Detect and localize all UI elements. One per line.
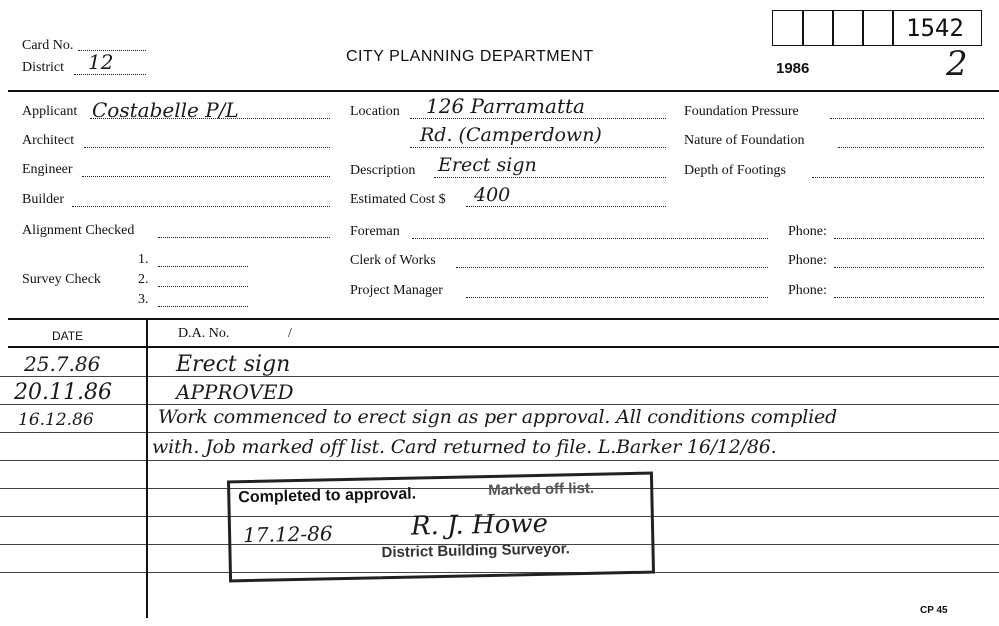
nature-foundation-label: Nature of Foundation [684,133,805,148]
survey-2: 2. [138,272,149,287]
clerk-dots [456,267,768,268]
card-box-3 [832,10,864,46]
location-value-1: 126 Parramatta [426,94,585,118]
foreman-label: Foreman [350,224,400,239]
stamp-line-2: Marked off list. [488,479,595,500]
ruled-line [0,516,146,517]
phone-label-1: Phone: [788,224,827,239]
nf-dots [838,147,984,148]
builder-dots [72,206,330,207]
ruled-line [0,488,146,489]
applicant-label: Applicant [22,104,78,119]
ruled-line [0,460,146,461]
log-header-border [8,346,999,348]
ruled-line [148,432,999,433]
card-box-2 [802,10,834,46]
card-box-4 [862,10,894,46]
stamp-title: District Building Surveyor. [381,540,571,562]
foreman-dots [412,238,768,239]
fp-dots [830,118,984,119]
da-slash: / [288,326,292,341]
cost-value: 400 [474,184,511,206]
entry-text-2: APPROVED [176,380,294,404]
alignment-dots [158,237,330,238]
log-top-border [8,318,999,320]
year: 1986 [776,60,810,77]
location-dots-2 [410,147,666,148]
survey-3: 3. [138,292,149,307]
architect-label: Architect [22,133,75,148]
phone-dots-3 [834,297,984,298]
form-code: CP 45 [920,605,948,616]
survey-2-dots [158,286,248,287]
district-dots [74,74,146,75]
phone-dots-2 [834,267,984,268]
card-sheet: 2 [946,44,968,84]
entry-date-1: 25.7.86 [24,352,101,376]
stamp-signature: R. J. Howe [410,508,549,542]
da-no-label: D.A. No. [178,326,230,341]
header-divider [8,90,999,92]
district-value: 12 [88,50,114,74]
card-number: 1542 [906,14,964,42]
cost-dots [466,206,666,207]
stamp-line-1: Completed to approval. [238,485,417,507]
survey-label: Survey Check [22,272,101,287]
architect-dots [84,147,330,148]
description-label: Description [350,163,416,178]
ruled-line [0,432,146,433]
survey-1-dots [158,266,248,267]
entry-date-3: 16.12.86 [18,410,94,430]
phone-dots-1 [834,238,984,239]
phone-label-3: Phone: [788,283,827,298]
stamp-date: 17.12-86 [242,521,333,548]
project-manager-label: Project Manager [350,283,443,298]
entry-text-3: Work commenced to erect sign as per approval. All conditions complied [158,406,837,428]
entry-date-2: 20.11.86 [14,380,112,405]
card-box-1 [772,10,804,46]
clerk-label: Clerk of Works [350,253,436,268]
df-dots [812,177,984,178]
depth-footings-label: Depth of Footings [684,163,786,178]
ruled-line [0,544,146,545]
foundation-pressure-label: Foundation Pressure [684,104,799,119]
engineer-label: Engineer [22,162,73,177]
applicant-value: Costabelle P/L [92,98,239,122]
date-column-divider [146,318,148,618]
card-no-label: Card No. [22,38,74,53]
ruled-line [148,460,999,461]
location-dots-1 [410,118,666,119]
survey-3-dots [158,306,248,307]
ruled-line [0,376,146,377]
entry-text-4: with. Job marked off list. Card returned to file. L.Barker 16/12/86. [152,436,777,458]
pm-dots [466,297,768,298]
description-value: Erect sign [438,154,537,176]
completion-stamp [227,472,655,583]
engineer-dots [82,176,330,177]
ruled-line [0,572,146,573]
phone-label-2: Phone: [788,253,827,268]
alignment-label: Alignment Checked [22,223,135,238]
location-value-2: Rd. (Camperdown) [420,124,602,146]
entry-text-1: Erect sign [176,352,291,377]
ruled-line [148,404,999,405]
survey-1: 1. [138,252,149,267]
date-header: DATE [52,329,84,343]
builder-label: Builder [22,192,64,207]
location-label: Location [350,104,400,119]
district-label: District [22,60,64,75]
description-dots [434,177,666,178]
cost-label: Estimated Cost $ [350,192,446,207]
department-title: CITY PLANNING DEPARTMENT [346,48,594,65]
